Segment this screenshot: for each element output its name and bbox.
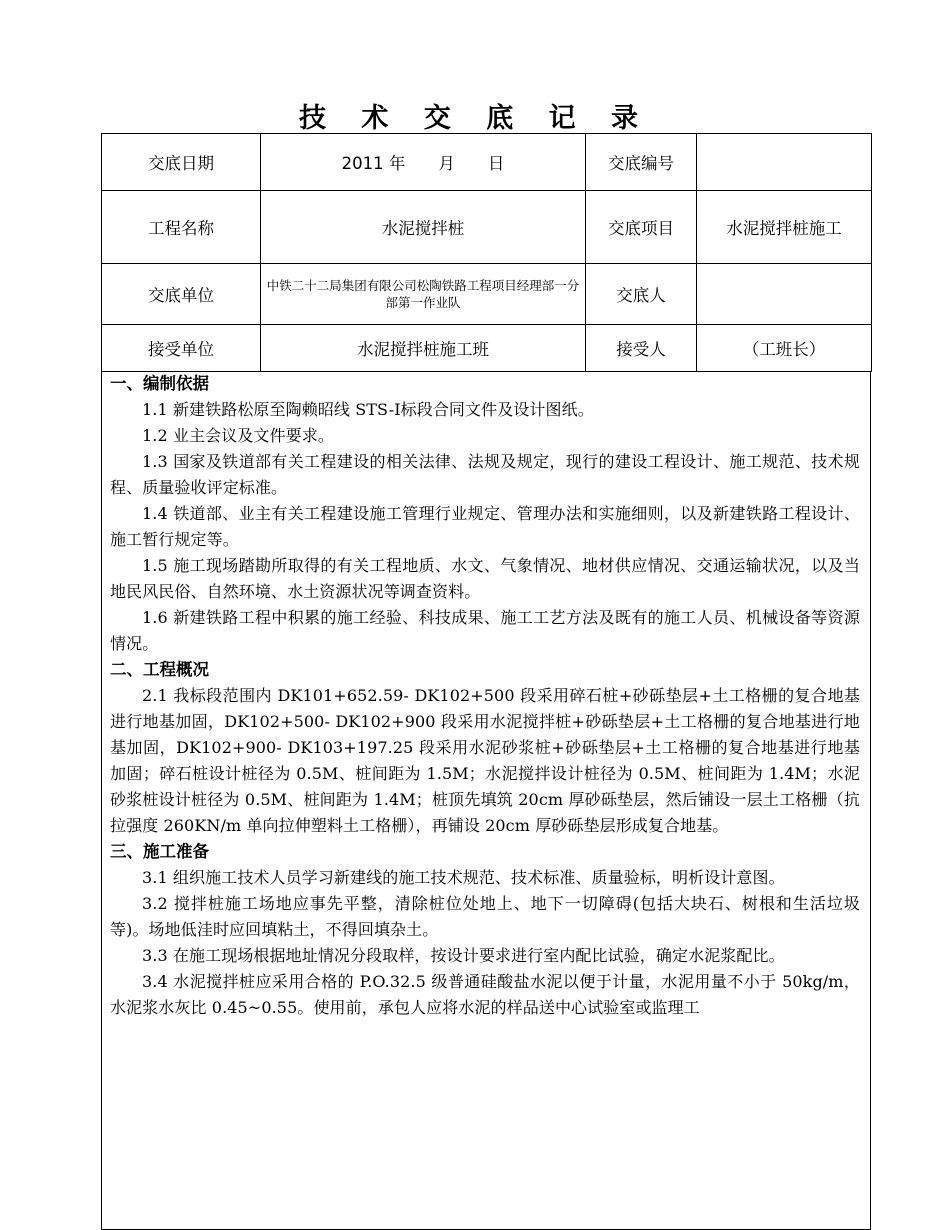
receiver-unit-label: 接受单位 <box>102 325 261 372</box>
number-label: 交底编号 <box>586 134 697 191</box>
content-body <box>101 371 871 1230</box>
row-receiver <box>102 325 872 372</box>
unit-label: 交底单位 <box>102 264 261 325</box>
paragraph: 1.5 施工现场踏勘所取得的有关工程地质、水文、气象情况、地材供应情况、交通运输状况，以及当地民风民俗、自然环境、水土资源状况等调查资料。 <box>110 556 860 601</box>
person-label: 交底人 <box>586 264 697 325</box>
paragraph: 2.1 我标段范围内 DK101+652.59- DK102+500 段采用碎石桩+砂砾垫层+土工格栅的复合地基进行地基加固，DK102+500- DK102+900 段采用水泥搅拌桩+砂砾垫层+土工格栅的复合地基进行地基加固，DK102+900- DK103+197.25 段采用水泥砂浆桩+砂砾垫层+土工格栅的复合地基进行地基加固；碎石桩设计桩径为 0.5M、桩间距为 1.5M；水泥搅拌设计桩径为 0.5M、桩间距为 1.4M；水泥砂浆桩设计桩径为 0.5M、桩间距为 1.4M；桩顶先填筑 20cm 厚砂砾垫层，然后铺设一层土工格栅（抗拉强度 260KN/m 单向拉伸塑料土工格栅），再铺设 20cm 厚砂砾垫层形成复合地基。 <box>110 686 860 835</box>
paragraph: 3.1 组织施工技术人员学习新建线的施工技术规范、技术标准、质量验标，明析设计意图。 <box>142 868 785 887</box>
row-date <box>102 134 872 191</box>
person-value <box>697 264 872 325</box>
paragraph: 1.3 国家及铁道部有关工程建设的相关法律、法规及规定，现行的建设工程设计、施工规范、技术规程、质量验收评定标准。 <box>110 452 860 497</box>
receiver-value: （工班长） <box>697 325 872 372</box>
paragraph: 1.6 新建铁路工程中积累的施工经验、科技成果、施工工艺方法及既有的施工人员、机械设备等资源情况。 <box>110 608 860 653</box>
section-heading: 一、编制依据 <box>110 374 209 393</box>
project-label: 工程名称 <box>102 191 261 264</box>
date-label: 交底日期 <box>102 134 261 191</box>
paragraph: 3.4 水泥搅拌桩应采用合格的 P.O.32.5 级普通硅酸盐水泥以便于计量，水泥用量不小于 50kg/m，水泥浆水灰比 0.45~0.55。使用前，承包人应将水泥的样品送中心试验室或监理工 <box>110 972 860 1017</box>
section-heading: 二、工程概况 <box>110 660 209 679</box>
number-value <box>697 134 872 191</box>
paragraph: 3.2 搅拌桩施工场地应事先平整，清除桩位处地上、地下一切障碍(包括大块石、树根和生活垃圾等)。场地低洼时应回填粘土，不得回填杂土。 <box>110 894 860 939</box>
paragraph: 3.3 在施工现场根据地址情况分段取样，按设计要求进行室内配比试验，确定水泥浆配比。 <box>142 946 785 965</box>
section-heading: 三、施工准备 <box>110 842 209 861</box>
header-table <box>101 133 872 372</box>
date-value: 2011 年 月 日 <box>261 134 586 191</box>
project-value: 水泥搅拌桩 <box>261 191 586 264</box>
unit-value: 中铁二十二局集团有限公司松陶铁路工程项目经理部一分部第一作业队 <box>261 264 586 325</box>
paragraph: 1.1 新建铁路松原至陶赖昭线 STS-I标段合同文件及设计图纸。 <box>142 400 594 419</box>
receiver-unit-value: 水泥搅拌桩施工班 <box>261 325 586 372</box>
document-title: 技 术 交 底 记 录 <box>299 103 651 134</box>
item-label: 交底项目 <box>586 191 697 264</box>
receiver-label: 接受人 <box>586 325 697 372</box>
item-value: 水泥搅拌桩施工 <box>697 191 872 264</box>
row-unit <box>102 264 872 325</box>
paragraph: 1.2 业主会议及文件要求。 <box>142 426 334 445</box>
row-project <box>102 191 872 264</box>
paragraph: 1.4 铁道部、业主有关工程建设施工管理行业规定、管理办法和实施细则，以及新建铁路工程设计、施工暂行规定等。 <box>110 504 860 549</box>
